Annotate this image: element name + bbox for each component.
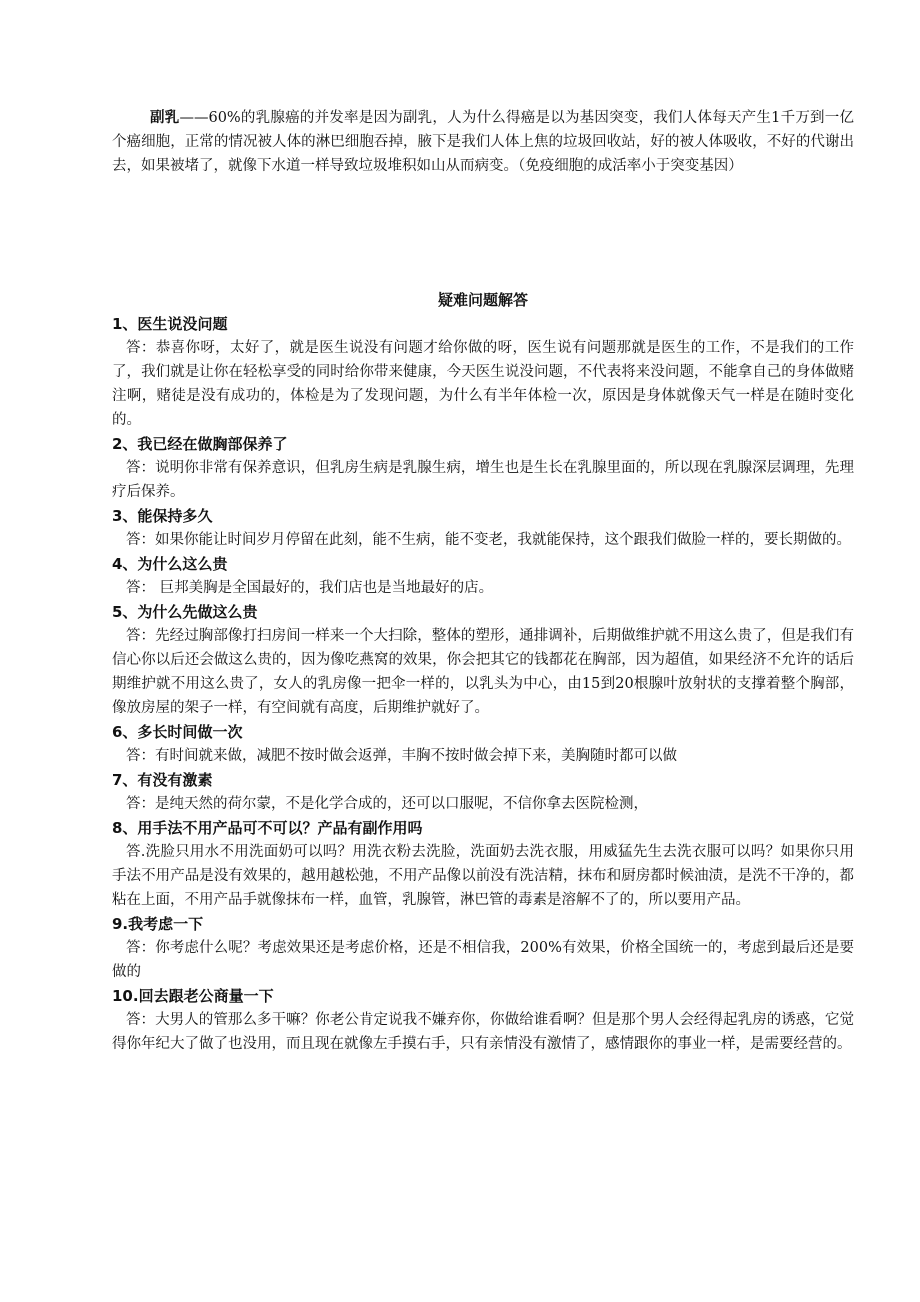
- qa-item-8: [112, 816, 854, 912]
- document-page: [112, 106, 854, 1056]
- answer: 答：恭喜你呀，太好了，就是医生说没有问题才给你做的呀，医生说有问题那就是医生的工作，不是我们的工作了，我们就是让你在轻松享受的同时给你带来健康，今天医生说没问题，不代表将来没问题，不能拿自己的身体做赌注啊，赌徒是没有成功的，体检是为了发现问题，为什么有半年体检一次，原因是身体就像天气一样是在随时变化的。: [112, 340, 854, 428]
- answer: 答：你考虑什么呢？考虑效果还是考虑价格，还是不相信我，200%有效果，价格全国统一的，考虑到最后还是要做的: [112, 940, 854, 980]
- question: 1、医生说没问题: [112, 315, 228, 333]
- answer: 答：是纯天然的荷尔蒙，不是化学合成的，还可以口服呢，不信你拿去医院检测，: [126, 796, 648, 812]
- question: 6、多长时间做一次: [112, 723, 243, 741]
- intro-paragraph: [112, 106, 854, 178]
- intro-text: ——60%的乳腺癌的并发率是因为副乳，人为什么得癌是以为基因突变，我们人体每天产生1千万到一亿个癌细胞，正常的情况被人体的淋巴细胞吞掉，腋下是我们人体上焦的垃圾回收站，好的被人体吸收，不好的代谢出去，如果被堵了，就像下水道一样导致垃圾堆积如山从而病变。（免疫细胞的成活率小于突变基因）: [112, 110, 855, 174]
- question: 8、用手法不用产品可不可以？产品有副作用吗: [112, 819, 423, 837]
- qa-item-6: [112, 720, 854, 768]
- qa-item-10: [112, 984, 854, 1056]
- qa-item-1: [112, 312, 854, 432]
- question: 2、我已经在做胸部保养了: [112, 435, 288, 453]
- qa-item-7: [112, 768, 854, 816]
- section-title: 疑难问题解答: [437, 291, 528, 309]
- qa-item-9: [112, 912, 854, 984]
- question: 5、为什么先做这么贵: [112, 603, 258, 621]
- answer: 答.洗脸只用水不用洗面奶可以吗？用洗衣粉去洗脸，洗面奶去洗衣服，用威猛先生去洗衣服可以吗？如果你只用手法不用产品是没有效果的，越用越松弛，不用产品像以前没有洗洁精，抹布和厨房都时候油渍，是洗不干净的，都粘在上面，不用产品手就像抹布一样，血管，乳腺管，淋巴管的毒素是溶解不了的，所以要用产品。: [112, 844, 854, 908]
- answer: 答： 巨邦美胸是全国最好的，我们店也是当地最好的店。: [126, 580, 494, 596]
- answer: 答：先经过胸部像打扫房间一样来一个大扫除，整体的塑形，通排调补，后期做维护就不用这么贵了，但是我们有信心你以后还会做这么贵的，因为像吃燕窝的效果，你会把其它的钱都花在胸部，因为超值，如果经济不允许的话后期维护就不用这么贵了，女人的乳房像一把伞一样的，以乳头为中心，由15到20根腺叶放射状的支撑着整个胸部，像放房屋的架子一样，有空间就有高度，后期维护就好了。: [112, 628, 854, 716]
- intro-term: 副乳: [150, 109, 180, 126]
- question: 3、能保持多久: [112, 507, 213, 525]
- qa-item-2: [112, 432, 854, 504]
- answer: 答：有时间就来做，减肥不按时做会返弹，丰胸不按时做会掉下来，美胸随时都可以做: [126, 748, 677, 764]
- answer: 答：如果你能让时间岁月停留在此刻，能不生病，能不变老，我就能保持，这个跟我们做脸一样的，要长期做的。: [126, 532, 851, 548]
- qa-item-3: [112, 504, 854, 552]
- answer: 答：说明你非常有保养意识，但乳房生病是乳腺生病，增生也是生长在乳腺里面的，所以现在乳腺深层调理，先理疗后保养。: [112, 460, 854, 500]
- question: 7、有没有激素: [112, 771, 213, 789]
- question: 10.回去跟老公商量一下: [112, 987, 274, 1005]
- question: 4、为什么这么贵: [112, 555, 228, 573]
- qa-item-5: [112, 600, 854, 720]
- qa-item-4: [112, 552, 854, 600]
- answer: 答：大男人的管那么多干嘛？你老公肯定说我不嫌弃你，你做给谁看啊？但是那个男人会经得起乳房的诱惑，它觉得你年纪大了做了也没用，而且现在就像左手摸右手，只有亲情没有激情了，感情跟你的事业一样，是需要经营的。: [112, 1012, 854, 1052]
- question: 9.我考虑一下: [112, 915, 204, 933]
